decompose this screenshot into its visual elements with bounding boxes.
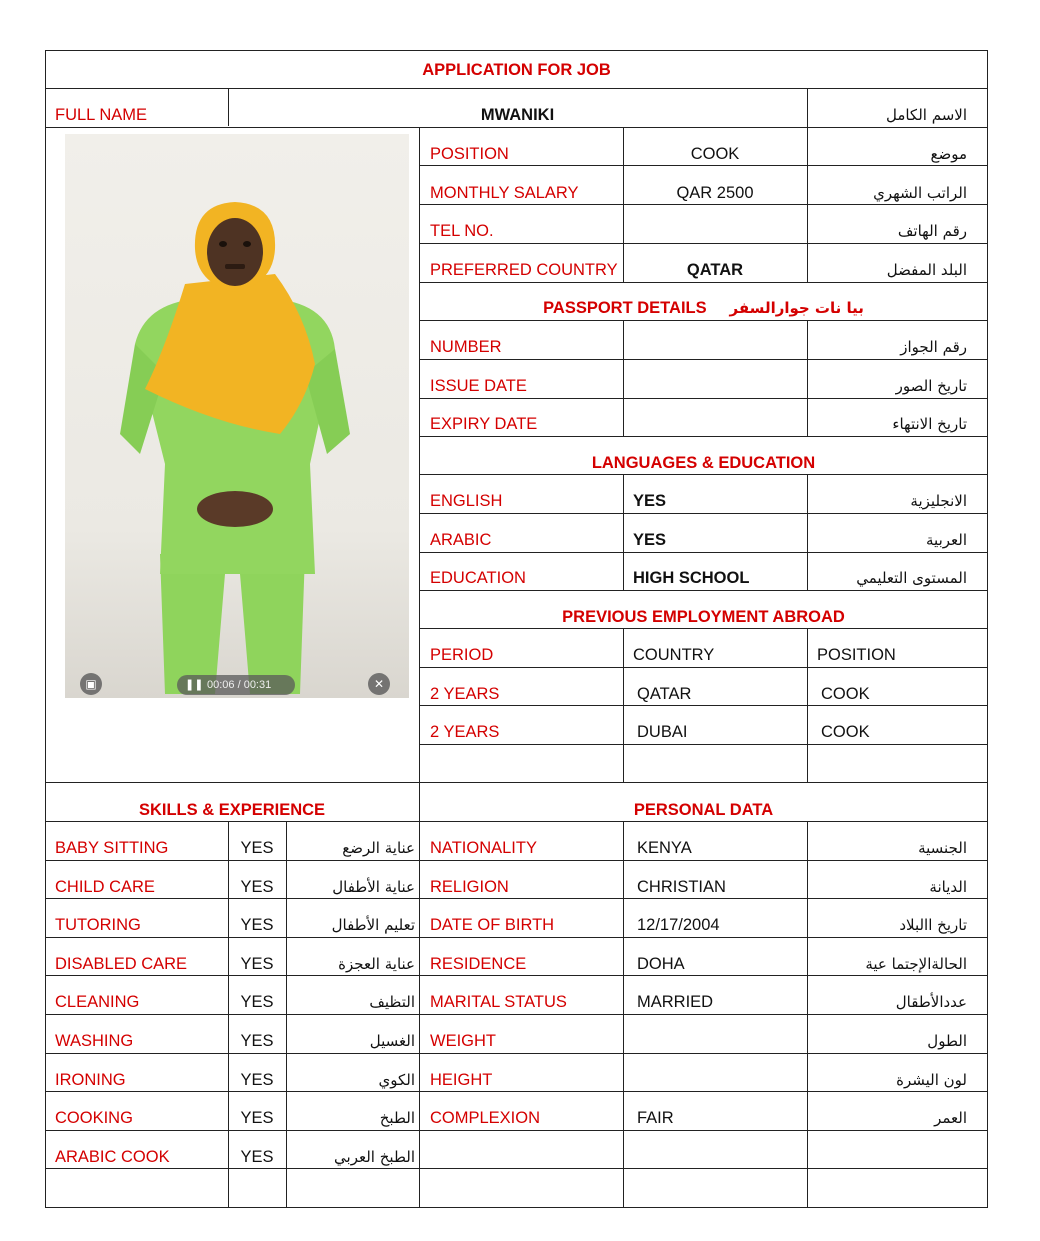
skill-label: TUTORING (55, 916, 141, 934)
employment-col-country: COUNTRY (633, 646, 715, 664)
skill-label-ar: عناية الأطفال (332, 878, 415, 896)
skills-header: SKILLS & EXPERIENCE (138, 801, 326, 819)
skill-label: CHILD CARE (55, 878, 155, 896)
top-row-value (623, 211, 807, 249)
passport-header-en: PASSPORT DETAILS (543, 299, 707, 317)
personal-label-ar: العمر (934, 1109, 967, 1127)
skill-value: YES (240, 993, 274, 1011)
employment-period: 2 YEARS (430, 685, 500, 703)
employment-col-position: POSITION (817, 646, 896, 664)
passport-row-label: EXPIRY DATE (430, 415, 538, 433)
application-form (45, 50, 988, 1208)
top-row-value: COOK (690, 145, 740, 163)
skill-value: YES (240, 1109, 274, 1127)
skill-label-ar: عناية العجزة (338, 955, 415, 973)
personal-label-ar: الطول (927, 1032, 967, 1050)
full-name-label-ar: الاسم الكامل (885, 106, 967, 124)
personal-label: NATIONALITY (430, 839, 537, 857)
video-controls (65, 668, 409, 698)
top-row-label-ar: الراتب الشهري (873, 184, 967, 202)
personal-label-ar: الحالةالإجتما عية (865, 955, 967, 973)
personal-header: PERSONAL DATA (633, 801, 774, 819)
top-row-label-ar: البلد المفضل (886, 261, 967, 279)
personal-value: FAIR (637, 1109, 674, 1127)
top-row-label-ar: رقم الهاتف (897, 222, 967, 240)
skill-label: WASHING (55, 1032, 134, 1050)
skill-value: YES (240, 1148, 274, 1166)
employment-position: COOK (821, 685, 870, 703)
personal-label: HEIGHT (430, 1071, 493, 1089)
skill-label-ar: الطبخ العربي (334, 1148, 415, 1166)
passport-row-label: ISSUE DATE (430, 377, 527, 395)
employment-country: DUBAI (637, 723, 688, 741)
personal-value: KENYA (637, 839, 692, 857)
language-row-label: ENGLISH (430, 492, 503, 510)
skill-label: DISABLED CARE (55, 955, 188, 973)
skill-label: ARABIC COOK (55, 1148, 170, 1166)
top-row-value: QAR 2500 (676, 184, 754, 202)
employment-position: COOK (821, 723, 870, 741)
personal-value: CHRISTIAN (637, 878, 726, 896)
skill-label-ar: تعليم الأطفال (331, 916, 415, 934)
skill-value: YES (240, 1032, 274, 1050)
full-name-value: MWANIKI (480, 106, 555, 124)
skill-value: YES (240, 916, 274, 934)
personal-label-ar: تاريخ االبلاد (899, 916, 967, 934)
candidate-photo (65, 134, 409, 698)
employment-period: 2 YEARS (430, 723, 500, 741)
personal-label-ar: الجنسية (918, 839, 967, 857)
video-time: 00:06 / 00:31 (207, 679, 272, 691)
personal-label-ar: الديانة (929, 878, 967, 896)
skill-label: BABY SITTING (55, 839, 169, 857)
personal-label: WEIGHT (430, 1032, 496, 1050)
passport-row-label: NUMBER (430, 338, 502, 356)
language-row-label: EDUCATION (430, 569, 526, 587)
personal-value: MARRIED (637, 993, 714, 1011)
top-row-label: PREFERRED COUNTRY (430, 261, 618, 279)
mute-icon[interactable]: ✕ (368, 673, 390, 695)
language-row-value: YES (633, 531, 667, 549)
top-row-label: MONTHLY SALARY (430, 184, 579, 202)
skill-label-ar: الغسيل (369, 1032, 415, 1050)
top-row-value: QATAR (686, 261, 744, 279)
language-row-label-ar: المستوى التعليمي (856, 569, 967, 587)
personal-label-ar: لون اليشرة (896, 1071, 967, 1089)
skill-value: YES (240, 878, 274, 896)
language-row-label: ARABIC (430, 531, 492, 549)
passport-row-label-ar: رقم الجواز (900, 338, 967, 356)
personal-value: 12/17/2004 (637, 916, 720, 934)
skill-label-ar: عناية الرضع (342, 839, 415, 857)
personal-label: MARITAL STATUS (430, 993, 567, 1011)
employment-col-period: PERIOD (430, 646, 494, 664)
skill-label-ar: التظيف (369, 993, 415, 1011)
full-name-label: FULL NAME (55, 106, 147, 124)
passport-row-label-ar: تاريخ الصور (895, 377, 967, 395)
skill-value: YES (240, 839, 274, 857)
languages-header: LANGUAGES & EDUCATION (591, 454, 816, 472)
personal-value: DOHA (637, 955, 685, 973)
camera-icon[interactable]: ▣ (80, 673, 102, 695)
top-row-label-ar: موضع (930, 145, 967, 163)
skill-label-ar: الكوي (378, 1071, 415, 1089)
passport-header-ar: بيا نات جوارالسفر (729, 299, 864, 317)
skill-label: COOKING (55, 1109, 133, 1127)
skill-label: IRONING (55, 1071, 126, 1089)
skill-label: CLEANING (55, 993, 140, 1011)
personal-label: RELIGION (430, 878, 509, 896)
top-row-label: POSITION (430, 145, 509, 163)
video-timer-pill (177, 675, 295, 695)
form-title: APPLICATION FOR JOB (422, 61, 611, 79)
skill-label-ar: الطبخ (379, 1109, 415, 1127)
skill-value: YES (240, 1071, 274, 1089)
language-row-value: HIGH SCHOOL (633, 569, 750, 587)
language-row-label-ar: العربية (926, 531, 967, 549)
passport-row-label-ar: تاريخ الانتهاء (892, 415, 967, 433)
pause-icon[interactable]: ❚❚ (185, 679, 204, 691)
employment-header: PREVIOUS EMPLOYMENT ABROAD (562, 608, 845, 626)
candidate-figure (65, 134, 409, 698)
personal-label: RESIDENCE (430, 955, 527, 973)
skill-value: YES (240, 955, 274, 973)
personal-label: DATE OF BIRTH (430, 916, 555, 934)
personal-label: COMPLEXION (430, 1109, 541, 1127)
personal-label-ar: عددالأطقال (895, 993, 967, 1011)
employment-country: QATAR (637, 685, 692, 703)
language-row-label-ar: الانجليزية (910, 492, 967, 510)
top-row-label: TEL NO. (430, 222, 494, 240)
language-row-value: YES (633, 492, 667, 510)
